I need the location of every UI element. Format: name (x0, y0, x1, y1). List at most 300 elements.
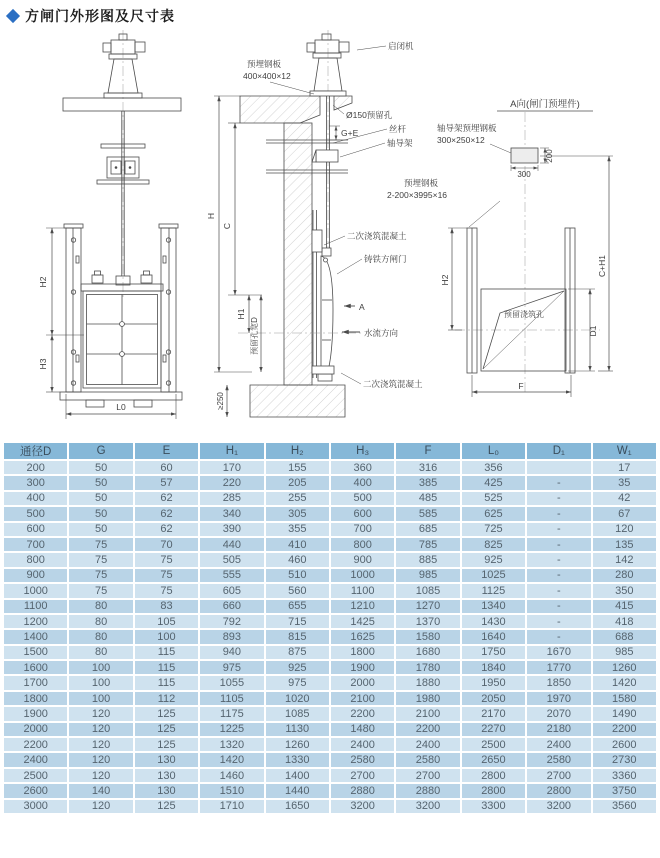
table-cell: - (526, 506, 591, 521)
table-cell: 356 (461, 460, 526, 475)
table-cell: 75 (68, 583, 133, 598)
table-cell: 825 (461, 537, 526, 552)
table-cell: 135 (592, 537, 657, 552)
table-cell: 1440 (265, 783, 330, 798)
table-cell: 1330 (265, 752, 330, 767)
table-cell: - (526, 568, 591, 583)
table-row (3, 599, 657, 614)
dim-label-300: 300 (517, 170, 531, 179)
table-cell: 1130 (265, 722, 330, 737)
table-cell: 725 (461, 522, 526, 537)
table-cell: 280 (592, 568, 657, 583)
table-cell: - (526, 475, 591, 490)
table-cell: 62 (134, 522, 199, 537)
table-cell: 60 (134, 460, 199, 475)
table-cell: 1600 (3, 660, 68, 675)
table-cell: 875 (265, 645, 330, 660)
table-cell: 1175 (199, 706, 264, 721)
table-cell: 2700 (330, 768, 395, 783)
page-title-row (8, 6, 175, 26)
table-cell: 2600 (3, 783, 68, 798)
table-cell: 2400 (330, 737, 395, 752)
table-cell: 2270 (461, 722, 526, 737)
table-cell: 2180 (526, 722, 591, 737)
label-secondary-concrete-top: 二次浇筑混凝土 (347, 231, 407, 241)
table-cell: 115 (134, 660, 199, 675)
table-cell: 1460 (199, 768, 264, 783)
table-cell: 1580 (592, 691, 657, 706)
dim-label-h2: H2 (38, 276, 48, 288)
label-embed-plate-right-line1: 预埋钢板 (404, 178, 439, 188)
table-cell: 600 (3, 522, 68, 537)
table-cell: 1370 (395, 614, 460, 629)
table-cell: 2880 (395, 783, 460, 798)
table-cell: 2730 (592, 752, 657, 767)
label-embed-plate-right-line2: 2-200×3995×16 (387, 190, 448, 200)
table-row (3, 552, 657, 567)
table-cell: 1400 (3, 629, 68, 644)
table-cell: 1320 (199, 737, 264, 752)
table-cell: 585 (395, 506, 460, 521)
table-cell: 792 (199, 614, 264, 629)
table-cell: 125 (134, 722, 199, 737)
table-cell: 3200 (330, 799, 395, 814)
table-column-header: D₁ (526, 442, 591, 460)
table-cell: 1490 (592, 706, 657, 721)
table-cell: 67 (592, 506, 657, 521)
table-cell: 170 (199, 460, 264, 475)
table-cell: 410 (265, 537, 330, 552)
table-cell: 1700 (3, 675, 68, 690)
table-cell: 400 (3, 491, 68, 506)
label-hoist: 启闭机 (388, 41, 414, 51)
table-cell: 2200 (330, 706, 395, 721)
table-cell: 940 (199, 645, 264, 660)
table-column-header: H₃ (330, 442, 395, 460)
table-cell: 120 (68, 737, 133, 752)
table-cell: 1420 (592, 675, 657, 690)
table-cell: 1580 (395, 629, 460, 644)
table-cell: 900 (3, 568, 68, 583)
table-cell: 460 (265, 552, 330, 567)
table-cell: 1680 (395, 645, 460, 660)
table-cell: 255 (265, 491, 330, 506)
table-cell: 925 (265, 660, 330, 675)
table-cell: 75 (134, 568, 199, 583)
table-cell: 130 (134, 752, 199, 767)
table-column-header: L₀ (461, 442, 526, 460)
table-cell: 75 (68, 537, 133, 552)
table-cell: 1420 (199, 752, 264, 767)
table-row (3, 706, 657, 721)
table-cell: 685 (395, 522, 460, 537)
table-cell: - (526, 552, 591, 567)
label-embed-plate-top-line1: 预埋钢板 (247, 59, 282, 69)
table-cell: 625 (461, 506, 526, 521)
diamond-bullet-icon (6, 9, 20, 23)
table-cell: 1800 (3, 691, 68, 706)
table-cell: - (526, 629, 591, 644)
a-view-title: A向(闸门预埋件) (510, 99, 580, 110)
table-cell: 1225 (199, 722, 264, 737)
label-ge: G+E (341, 128, 359, 138)
table-cell: 390 (199, 522, 264, 537)
label-guide-bracket: 轴导架 (387, 138, 413, 148)
label-pour-hole: 预留浇筑孔 (504, 310, 544, 319)
table-column-header: H₁ (199, 442, 264, 460)
table-cell: 340 (199, 506, 264, 521)
dim-label-h: H (206, 212, 216, 220)
table-column-header: H₂ (265, 442, 330, 460)
table-cell: 2650 (461, 752, 526, 767)
table-cell: 100 (68, 660, 133, 675)
table-cell: 2580 (526, 752, 591, 767)
table-column-header: F (395, 442, 460, 460)
table-row (3, 645, 657, 660)
table-cell: 1340 (461, 599, 526, 614)
table-cell: 205 (265, 475, 330, 490)
table-cell: 1210 (330, 599, 395, 614)
table-row (3, 737, 657, 752)
table-column-header: W₁ (592, 442, 657, 460)
front-view-drawing (38, 30, 182, 419)
table-header-row (3, 442, 657, 460)
table-cell: 800 (3, 552, 68, 567)
table-cell: 2580 (395, 752, 460, 767)
table-cell: 57 (134, 475, 199, 490)
dim-label-h1: H1 (236, 308, 246, 320)
table-cell: 2400 (3, 752, 68, 767)
label-flow-direction: 水流方向 (364, 328, 399, 338)
table-cell: 2800 (461, 768, 526, 783)
table-cell: 115 (134, 675, 199, 690)
table-cell: 1105 (199, 691, 264, 706)
table-cell: 62 (134, 506, 199, 521)
table-cell: 285 (199, 491, 264, 506)
table-cell: 80 (68, 629, 133, 644)
table-cell: 120 (68, 706, 133, 721)
dim-label-200: 200 (545, 149, 554, 163)
table-cell: 70 (134, 537, 199, 552)
table-cell: 155 (265, 460, 330, 475)
table-cell: 2400 (526, 737, 591, 752)
dim-label-l0: L0 (116, 402, 126, 412)
table-cell: 1200 (3, 614, 68, 629)
table-cell: 700 (330, 522, 395, 537)
table-row (3, 722, 657, 737)
dim-label-ch1: C+H1 (597, 255, 607, 277)
dim-label-d1: D1 (588, 325, 598, 337)
table-cell: 400 (330, 475, 395, 490)
table-cell: 2400 (395, 737, 460, 752)
table-column-header: 通径D (3, 442, 68, 460)
table-cell: 425 (461, 475, 526, 490)
table-column-header: E (134, 442, 199, 460)
table-cell: 42 (592, 491, 657, 506)
table-cell: 2600 (592, 737, 657, 752)
table-row (3, 537, 657, 552)
table-row (3, 783, 657, 798)
table-cell: 120 (68, 799, 133, 814)
table-cell: 2170 (461, 706, 526, 721)
table-cell: 80 (68, 614, 133, 629)
table-cell: 510 (265, 568, 330, 583)
table-cell: 415 (592, 599, 657, 614)
table-cell: 500 (3, 506, 68, 521)
table-cell: 17 (592, 460, 657, 475)
table-cell: 300 (3, 475, 68, 490)
table-cell: 485 (395, 491, 460, 506)
table-cell: 2500 (461, 737, 526, 752)
table-cell: 2700 (395, 768, 460, 783)
table-cell: 100 (68, 691, 133, 706)
table-cell: 3360 (592, 768, 657, 783)
table-cell: 2200 (395, 722, 460, 737)
table-cell: 120 (592, 522, 657, 537)
table-cell: 2200 (3, 737, 68, 752)
dimension-table (2, 441, 658, 815)
table-cell: 700 (3, 537, 68, 552)
table-row (3, 799, 657, 814)
table-cell: 1400 (265, 768, 330, 783)
table-cell: 900 (330, 552, 395, 567)
table-cell: 120 (68, 752, 133, 767)
table-cell: - (526, 522, 591, 537)
dim-label-f: F (518, 381, 524, 391)
table-cell: 2700 (526, 768, 591, 783)
table-cell: 80 (68, 645, 133, 660)
table-cell: 1780 (395, 660, 460, 675)
table-cell: 2500 (3, 768, 68, 783)
table-cell: 75 (68, 568, 133, 583)
table-cell: 1650 (265, 799, 330, 814)
table-row (3, 752, 657, 767)
table-cell: 925 (461, 552, 526, 567)
table-cell: 125 (134, 706, 199, 721)
table-row (3, 629, 657, 644)
table-cell: 50 (68, 506, 133, 521)
table-cell: 800 (330, 537, 395, 552)
table-row (3, 660, 657, 675)
table-cell: 50 (68, 460, 133, 475)
table-row (3, 522, 657, 537)
table-cell: 1640 (461, 629, 526, 644)
table-cell (526, 460, 591, 475)
table-cell: 500 (330, 491, 395, 506)
label-screw-rod: 丝杆 (389, 124, 407, 134)
table-cell: 105 (134, 614, 199, 629)
table-cell: 1770 (526, 660, 591, 675)
table-cell: 2050 (461, 691, 526, 706)
table-cell: 1425 (330, 614, 395, 629)
table-cell: 1510 (199, 783, 264, 798)
technical-drawing (0, 26, 660, 440)
table-cell: 1430 (461, 614, 526, 629)
label-guide-plate-line2: 300×250×12 (437, 135, 485, 145)
table-cell: 3000 (3, 799, 68, 814)
table-cell: 1260 (592, 660, 657, 675)
table-cell: 1900 (330, 660, 395, 675)
table-row (3, 568, 657, 583)
table-cell: 100 (68, 675, 133, 690)
table-cell: - (526, 491, 591, 506)
table-row (3, 460, 657, 475)
table-cell: 1260 (265, 737, 330, 752)
table-cell: 80 (68, 599, 133, 614)
table-cell: 1085 (265, 706, 330, 721)
table-cell: 2800 (461, 783, 526, 798)
table-cell: 75 (68, 552, 133, 567)
table-cell: 655 (265, 599, 330, 614)
dim-label-hole-width: 预留孔宽D (250, 317, 259, 355)
table-cell: 1970 (526, 691, 591, 706)
table-cell: - (526, 537, 591, 552)
table-cell: 1900 (3, 706, 68, 721)
table-cell: 2200 (592, 722, 657, 737)
table-cell: 885 (395, 552, 460, 567)
label-secondary-concrete-bottom: 二次浇筑混凝土 (363, 379, 423, 389)
table-cell: 1950 (461, 675, 526, 690)
table-cell: 1025 (461, 568, 526, 583)
a-view-drawing (437, 98, 613, 397)
table-cell: 815 (265, 629, 330, 644)
table-cell: 1000 (3, 583, 68, 598)
table-cell: 600 (330, 506, 395, 521)
table-cell: 785 (395, 537, 460, 552)
table-row (3, 506, 657, 521)
table-cell: 440 (199, 537, 264, 552)
table-cell: 112 (134, 691, 199, 706)
table-cell: 1100 (330, 583, 395, 598)
table-cell: 2880 (330, 783, 395, 798)
table-cell: 660 (199, 599, 264, 614)
table-row (3, 614, 657, 629)
table-cell: 2000 (3, 722, 68, 737)
table-cell: 1020 (265, 691, 330, 706)
table-cell: 50 (68, 522, 133, 537)
table-cell: 115 (134, 645, 199, 660)
table-cell: 1710 (199, 799, 264, 814)
table-cell: 120 (68, 768, 133, 783)
table-cell: 1480 (330, 722, 395, 737)
table-cell: 1125 (461, 583, 526, 598)
table-cell: 50 (68, 491, 133, 506)
table-cell: - (526, 599, 591, 614)
table-cell: 975 (199, 660, 264, 675)
table-cell: 100 (134, 629, 199, 644)
table-cell: 2800 (526, 783, 591, 798)
table-cell: 2000 (330, 675, 395, 690)
table-row (3, 675, 657, 690)
table-cell: 2100 (330, 691, 395, 706)
section-view-drawing (206, 30, 500, 417)
label-guide-plate-line1: 轴导架预埋钢板 (437, 123, 497, 133)
table-row (3, 583, 657, 598)
label-embed-plate-top-line2: 400×400×12 (243, 71, 291, 81)
table-cell: 62 (134, 491, 199, 506)
table-row (3, 491, 657, 506)
table-cell: 75 (134, 552, 199, 567)
table-cell: 985 (592, 645, 657, 660)
table-cell: 3200 (395, 799, 460, 814)
table-row (3, 768, 657, 783)
label-cast-iron-gate: 铸铁方闸门 (364, 254, 407, 264)
table-cell: 83 (134, 599, 199, 614)
table-cell: 1670 (526, 645, 591, 660)
table-cell: 3750 (592, 783, 657, 798)
table-cell: 893 (199, 629, 264, 644)
label-reserved-hole: Ø150预留孔 (346, 110, 393, 120)
table-cell: 220 (199, 475, 264, 490)
table-cell: - (526, 583, 591, 598)
table-cell: 3560 (592, 799, 657, 814)
table-cell: 142 (592, 552, 657, 567)
table-cell: 350 (592, 583, 657, 598)
table-cell: 360 (330, 460, 395, 475)
table-cell: 2070 (526, 706, 591, 721)
dim-label-c: C (222, 222, 232, 230)
table-cell: 3200 (526, 799, 591, 814)
table-cell: 1850 (526, 675, 591, 690)
table-cell: 140 (68, 783, 133, 798)
table-cell: 125 (134, 799, 199, 814)
table-row (3, 691, 657, 706)
table-cell: 1085 (395, 583, 460, 598)
table-cell: 130 (134, 783, 199, 798)
table-cell: 1840 (461, 660, 526, 675)
table-cell: 1800 (330, 645, 395, 660)
table-cell: 1055 (199, 675, 264, 690)
table-cell: 120 (68, 722, 133, 737)
table-cell: 1500 (3, 645, 68, 660)
table-row (3, 475, 657, 490)
table-cell: - (526, 614, 591, 629)
table-cell: 355 (265, 522, 330, 537)
table-cell: 385 (395, 475, 460, 490)
table-cell: 525 (461, 491, 526, 506)
dim-label-min250: ≥250 (216, 392, 225, 410)
table-cell: 305 (265, 506, 330, 521)
table-cell: 2100 (395, 706, 460, 721)
table-cell: 3300 (461, 799, 526, 814)
page-title: 方闸门外形图及尺寸表 (25, 8, 175, 24)
table-cell: 2580 (330, 752, 395, 767)
table-cell: 688 (592, 629, 657, 644)
table-cell: 1980 (395, 691, 460, 706)
table-cell: 985 (395, 568, 460, 583)
table-cell: 418 (592, 614, 657, 629)
table-cell: 505 (199, 552, 264, 567)
table-cell: 975 (265, 675, 330, 690)
table-cell: 50 (68, 475, 133, 490)
table-cell: 1880 (395, 675, 460, 690)
table-cell: 200 (3, 460, 68, 475)
table-cell: 555 (199, 568, 264, 583)
table-column-header: G (68, 442, 133, 460)
table-cell: 125 (134, 737, 199, 752)
table-cell: 316 (395, 460, 460, 475)
table-cell: 130 (134, 768, 199, 783)
table-cell: 75 (134, 583, 199, 598)
table-cell: 1100 (3, 599, 68, 614)
table-cell: 35 (592, 475, 657, 490)
label-view-a: A (359, 302, 365, 312)
table-cell: 1270 (395, 599, 460, 614)
dim-label-h3: H3 (38, 358, 48, 370)
table-cell: 1750 (461, 645, 526, 660)
table-cell: 715 (265, 614, 330, 629)
table-cell: 1000 (330, 568, 395, 583)
